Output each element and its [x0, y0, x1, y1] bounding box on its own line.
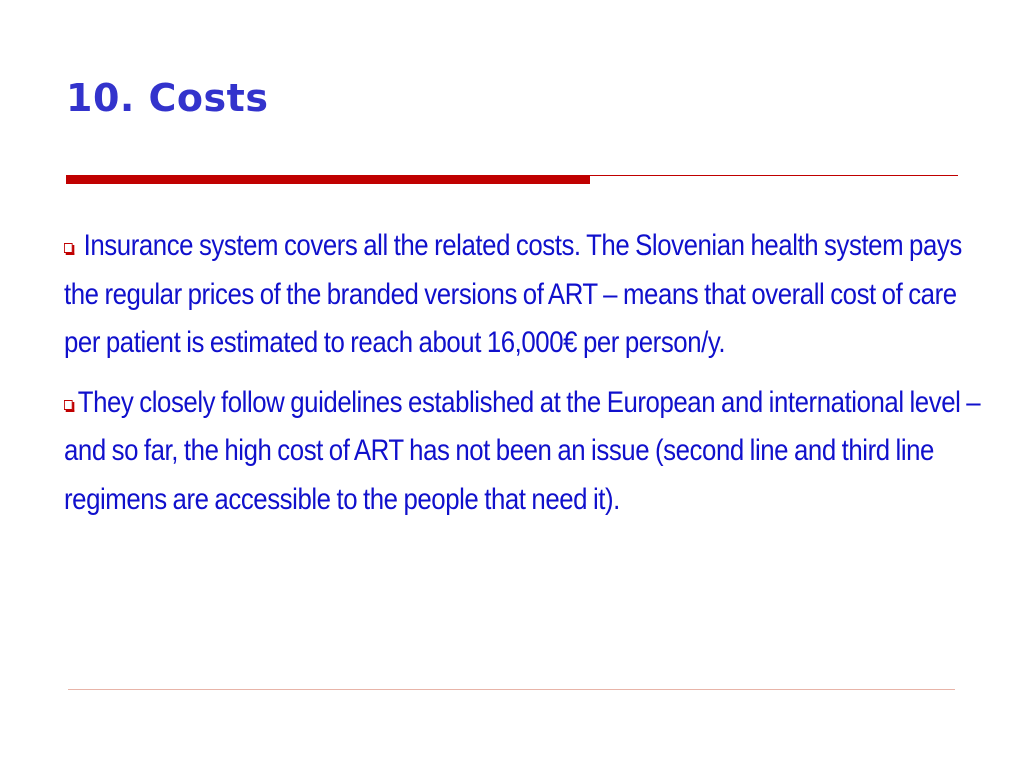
bullet-list	[64, 222, 994, 535]
title-underline-thick	[66, 175, 590, 184]
bullet-text: They closely follow guidelines established at the European and international level – and so far, the high cost of ART has not been an issue (second line and third line regimens are accessible to the people that need it).	[64, 385, 981, 516]
title-underline-thin	[590, 175, 958, 176]
slide-title: 10. Costs	[66, 76, 269, 120]
footer-divider	[68, 689, 955, 690]
bullet-text: Insurance system covers all the related costs. The Slovenian health system pays the regular prices of the branded versions of ART – means that overall cost of care per patient is estimated to reach about 16,000€ per person/y.	[64, 229, 962, 359]
bullet-item	[64, 379, 995, 525]
square-bullet-icon	[64, 243, 73, 253]
square-bullet-icon	[64, 400, 73, 410]
bullet-item	[64, 222, 995, 368]
